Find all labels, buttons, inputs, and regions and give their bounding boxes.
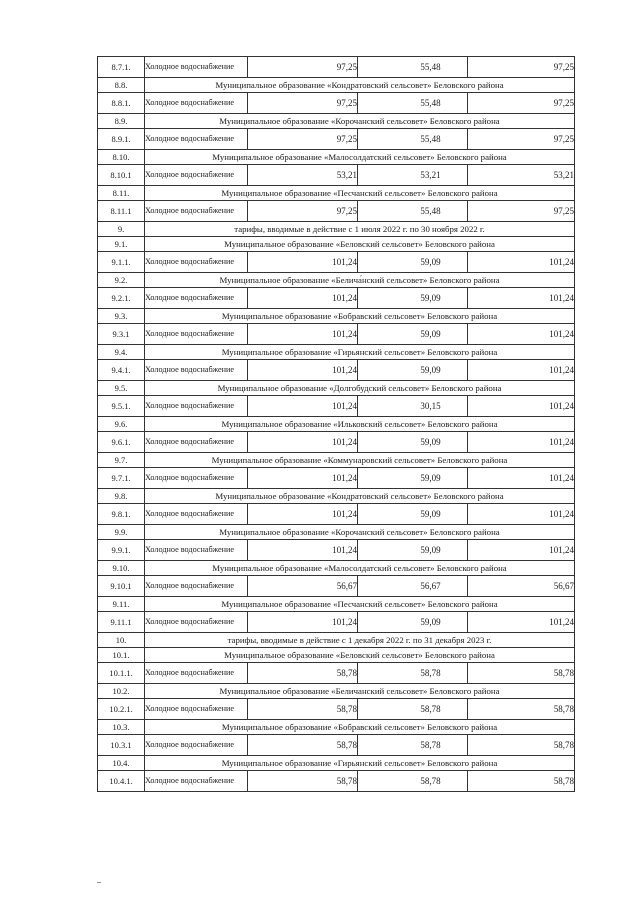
tariff-row: [98, 699, 575, 720]
row-number: 10.1.1.: [98, 663, 145, 684]
tariff-value-2: 30,15: [358, 396, 468, 417]
tariff-value-2: 59,09: [358, 612, 468, 633]
section-heading-row: [98, 561, 575, 576]
section-title: Муниципальное образование «Беловский сельсовет» Беловского района: [145, 237, 575, 252]
tariff-value-2: 59,09: [358, 504, 468, 525]
row-number: 9.8.: [98, 489, 145, 504]
row-number: 8.10.1: [98, 165, 145, 186]
tariff-value-1: 101,24: [248, 396, 358, 417]
row-number: 9.5.1.: [98, 396, 145, 417]
tariff-row: [98, 468, 575, 489]
section-heading-row: [98, 186, 575, 201]
tariff-value-2: 59,09: [358, 540, 468, 561]
tariff-value-3: 58,78: [468, 771, 575, 792]
service-name: Холодное водоснабжение: [145, 165, 248, 186]
tariff-row: [98, 576, 575, 597]
tariff-row: [98, 165, 575, 186]
row-number: 8.9.1.: [98, 129, 145, 150]
row-number: 10.: [98, 633, 145, 648]
service-name: Холодное водоснабжение: [145, 612, 248, 633]
tariff-row: [98, 396, 575, 417]
tariff-value-3: 97,25: [468, 129, 575, 150]
tariff-value-3: 97,25: [468, 201, 575, 222]
tariff-value-1: 97,25: [248, 57, 358, 78]
row-number: 10.3.: [98, 720, 145, 735]
tariff-row: [98, 432, 575, 453]
row-number: 9.6.1.: [98, 432, 145, 453]
tariff-row: [98, 540, 575, 561]
tariff-value-3: 101,24: [468, 504, 575, 525]
row-number: 8.7.1.: [98, 57, 145, 78]
tariff-value-3: 101,24: [468, 468, 575, 489]
section-heading-row: [98, 78, 575, 93]
tariff-value-3: 97,25: [468, 93, 575, 114]
tariff-row: [98, 663, 575, 684]
row-number: 10.4.1.: [98, 771, 145, 792]
section-heading-row: [98, 417, 575, 432]
row-number: 8.9.: [98, 114, 145, 129]
row-number: 9.6.: [98, 417, 145, 432]
section-title: Муниципальное образование «Корочанский сельсовет» Беловского района: [145, 525, 575, 540]
tariff-value-3: 101,24: [468, 360, 575, 381]
tariff-value-3: 101,24: [468, 288, 575, 309]
section-title: Муниципальное образование «Гирьянский сельсовет» Беловского района: [145, 345, 575, 360]
section-title: Муниципальное образование «Песчанский сельсовет» Беловского района: [145, 597, 575, 612]
section-title: тарифы, вводимые в действие с 1 июля 2022 г. по 30 ноября 2022 г.: [145, 222, 575, 237]
section-heading-row: [98, 525, 575, 540]
row-number: 10.2.1.: [98, 699, 145, 720]
service-name: Холодное водоснабжение: [145, 504, 248, 525]
tariff-value-2: 59,09: [358, 432, 468, 453]
row-number: 9.3.1: [98, 324, 145, 345]
tariff-table: [97, 56, 575, 792]
section-heading-row: [98, 150, 575, 165]
tariff-row: [98, 771, 575, 792]
tariff-value-2: 55,48: [358, 129, 468, 150]
row-number: 9.5.: [98, 381, 145, 396]
row-number: 9.11.: [98, 597, 145, 612]
section-heading-row: [98, 756, 575, 771]
row-number: 9.9.1.: [98, 540, 145, 561]
section-heading-row: [98, 720, 575, 735]
tariff-value-1: 53,21: [248, 165, 358, 186]
row-number: 9.8.1.: [98, 504, 145, 525]
section-heading-row: [98, 309, 575, 324]
section-title: Муниципальное образование «Корочанский сельсовет» Беловского района: [145, 114, 575, 129]
service-name: Холодное водоснабжение: [145, 771, 248, 792]
tariff-value-1: 58,78: [248, 663, 358, 684]
tariff-value-2: 59,09: [358, 468, 468, 489]
tariff-value-3: 56,67: [468, 576, 575, 597]
row-number: 9.7.1.: [98, 468, 145, 489]
tariff-value-2: 58,78: [358, 735, 468, 756]
service-name: Холодное водоснабжение: [145, 129, 248, 150]
section-title: Муниципальное образование «Кондратовский сельсовет» Беловского района: [145, 489, 575, 504]
section-heading-row: [98, 273, 575, 288]
row-number: 9.2.: [98, 273, 145, 288]
section-heading-row: [98, 222, 575, 237]
tariff-value-1: 101,24: [248, 324, 358, 345]
tariff-value-3: 101,24: [468, 540, 575, 561]
row-number: 10.2.: [98, 684, 145, 699]
tariff-value-1: 101,24: [248, 612, 358, 633]
row-number: 8.8.1.: [98, 93, 145, 114]
tariff-row: [98, 201, 575, 222]
section-title: Муниципальное образование «Гирьянский сельсовет» Беловского района: [145, 756, 575, 771]
section-title: Муниципальное образование «Ильковский сельсовет» Беловского района: [145, 417, 575, 432]
section-title: тарифы, вводимые в действие с 1 декабря 2022 г. по 31 декабря 2023 г.: [145, 633, 575, 648]
tariff-value-1: 101,24: [248, 540, 358, 561]
tariff-value-1: 101,24: [248, 252, 358, 273]
tariff-value-2: 59,09: [358, 324, 468, 345]
tariff-value-2: 56,67: [358, 576, 468, 597]
section-title: Муниципальное образование «Песчанский сельсовет» Беловского района: [145, 186, 575, 201]
service-name: Холодное водоснабжение: [145, 360, 248, 381]
section-title: Муниципальное образование «Белича́нский сельсовет» Беловского района: [145, 273, 575, 288]
service-name: Холодное водоснабжение: [145, 57, 248, 78]
tariff-value-2: 58,78: [358, 771, 468, 792]
service-name: Холодное водоснабжение: [145, 576, 248, 597]
tariff-document-page: [97, 56, 574, 792]
section-heading-row: [98, 684, 575, 699]
section-title: Муниципальное образование «Кондратовский сельсовет» Беловского района: [145, 78, 575, 93]
row-number: 9.4.1.: [98, 360, 145, 381]
tariff-value-2: 55,48: [358, 57, 468, 78]
row-number: 9.1.: [98, 237, 145, 252]
service-name: Холодное водоснабжение: [145, 201, 248, 222]
service-name: Холодное водоснабжение: [145, 288, 248, 309]
section-title: Муниципальное образование «Бобравский сельсовет» Беловского района: [145, 309, 575, 324]
row-number: 10.4.: [98, 756, 145, 771]
section-title: Муниципальное образование «Малосолдатский сельсовет» Беловского района: [145, 561, 575, 576]
tariff-value-1: 97,25: [248, 201, 358, 222]
scan-mark: [97, 882, 101, 883]
tariff-table-body: [98, 57, 575, 792]
tariff-value-1: 58,78: [248, 771, 358, 792]
section-heading-row: [98, 345, 575, 360]
tariff-row: [98, 504, 575, 525]
tariff-value-2: 59,09: [358, 252, 468, 273]
row-number: 8.10.: [98, 150, 145, 165]
tariff-value-1: 56,67: [248, 576, 358, 597]
tariff-value-1: 101,24: [248, 432, 358, 453]
row-number: 9.10.: [98, 561, 145, 576]
tariff-value-1: 97,25: [248, 129, 358, 150]
section-heading-row: [98, 633, 575, 648]
tariff-value-3: 97,25: [468, 57, 575, 78]
section-heading-row: [98, 237, 575, 252]
tariff-value-3: 101,24: [468, 252, 575, 273]
row-number: 8.11.1: [98, 201, 145, 222]
tariff-value-2: 53,21: [358, 165, 468, 186]
tariff-value-1: 58,78: [248, 699, 358, 720]
tariff-row: [98, 360, 575, 381]
row-number: 8.8.: [98, 78, 145, 93]
tariff-value-3: 58,78: [468, 663, 575, 684]
tariff-value-2: 55,48: [358, 201, 468, 222]
tariff-value-1: 101,24: [248, 288, 358, 309]
row-number: 9.4.: [98, 345, 145, 360]
row-number: 10.3.1: [98, 735, 145, 756]
service-name: Холодное водоснабжение: [145, 663, 248, 684]
tariff-value-3: 101,24: [468, 432, 575, 453]
service-name: Холодное водоснабжение: [145, 432, 248, 453]
tariff-value-3: 53,21: [468, 165, 575, 186]
tariff-value-3: 58,78: [468, 699, 575, 720]
tariff-value-1: 101,24: [248, 504, 358, 525]
tariff-value-1: 58,78: [248, 735, 358, 756]
tariff-value-3: 58,78: [468, 735, 575, 756]
section-heading-row: [98, 489, 575, 504]
tariff-value-1: 101,24: [248, 360, 358, 381]
section-heading-row: [98, 648, 575, 663]
row-number: 9.11.1: [98, 612, 145, 633]
section-heading-row: [98, 453, 575, 468]
service-name: Холодное водоснабжение: [145, 468, 248, 489]
tariff-value-3: 101,24: [468, 396, 575, 417]
section-title: Муниципальное образование «Бобравский сельсовет» Беловского района: [145, 720, 575, 735]
row-number: 9.1.1.: [98, 252, 145, 273]
tariff-row: [98, 612, 575, 633]
tariff-row: [98, 93, 575, 114]
row-number: 9.7.: [98, 453, 145, 468]
tariff-row: [98, 252, 575, 273]
section-title: Муниципальное образование «Коммунаровский сельсовет» Беловского района: [145, 453, 575, 468]
service-name: Холодное водоснабжение: [145, 735, 248, 756]
row-number: 9.3.: [98, 309, 145, 324]
tariff-row: [98, 129, 575, 150]
tariff-row: [98, 735, 575, 756]
service-name: Холодное водоснабжение: [145, 324, 248, 345]
tariff-value-3: 101,24: [468, 612, 575, 633]
tariff-value-2: 58,78: [358, 663, 468, 684]
row-number: 9.10.1: [98, 576, 145, 597]
service-name: Холодное водоснабжение: [145, 699, 248, 720]
section-title: Муниципальное образование «Малосолдатский сельсовет» Беловского района: [145, 150, 575, 165]
service-name: Холодное водоснабжение: [145, 252, 248, 273]
tariff-value-2: 55,48: [358, 93, 468, 114]
tariff-value-1: 101,24: [248, 468, 358, 489]
tariff-row: [98, 324, 575, 345]
service-name: Холодное водоснабжение: [145, 93, 248, 114]
row-number: 8.11.: [98, 186, 145, 201]
row-number: 9.: [98, 222, 145, 237]
section-title: Муниципальное образование «Беловский сельсовет» Беловского района: [145, 648, 575, 663]
tariff-row: [98, 57, 575, 78]
tariff-value-2: 59,09: [358, 360, 468, 381]
row-number: 9.2.1.: [98, 288, 145, 309]
tariff-value-2: 59,09: [358, 288, 468, 309]
section-heading-row: [98, 381, 575, 396]
service-name: Холодное водоснабжение: [145, 540, 248, 561]
tariff-value-3: 101,24: [468, 324, 575, 345]
section-heading-row: [98, 114, 575, 129]
row-number: 10.1.: [98, 648, 145, 663]
tariff-value-1: 97,25: [248, 93, 358, 114]
tariff-row: [98, 288, 575, 309]
tariff-value-2: 58,78: [358, 699, 468, 720]
row-number: 9.9.: [98, 525, 145, 540]
section-heading-row: [98, 597, 575, 612]
section-title: Муниципальное образование «Долгобудский сельсовет» Беловского района: [145, 381, 575, 396]
section-title: Муниципальное образование «Беличанский сельсовет» Беловского района: [145, 684, 575, 699]
service-name: Холодное водоснабжение: [145, 396, 248, 417]
